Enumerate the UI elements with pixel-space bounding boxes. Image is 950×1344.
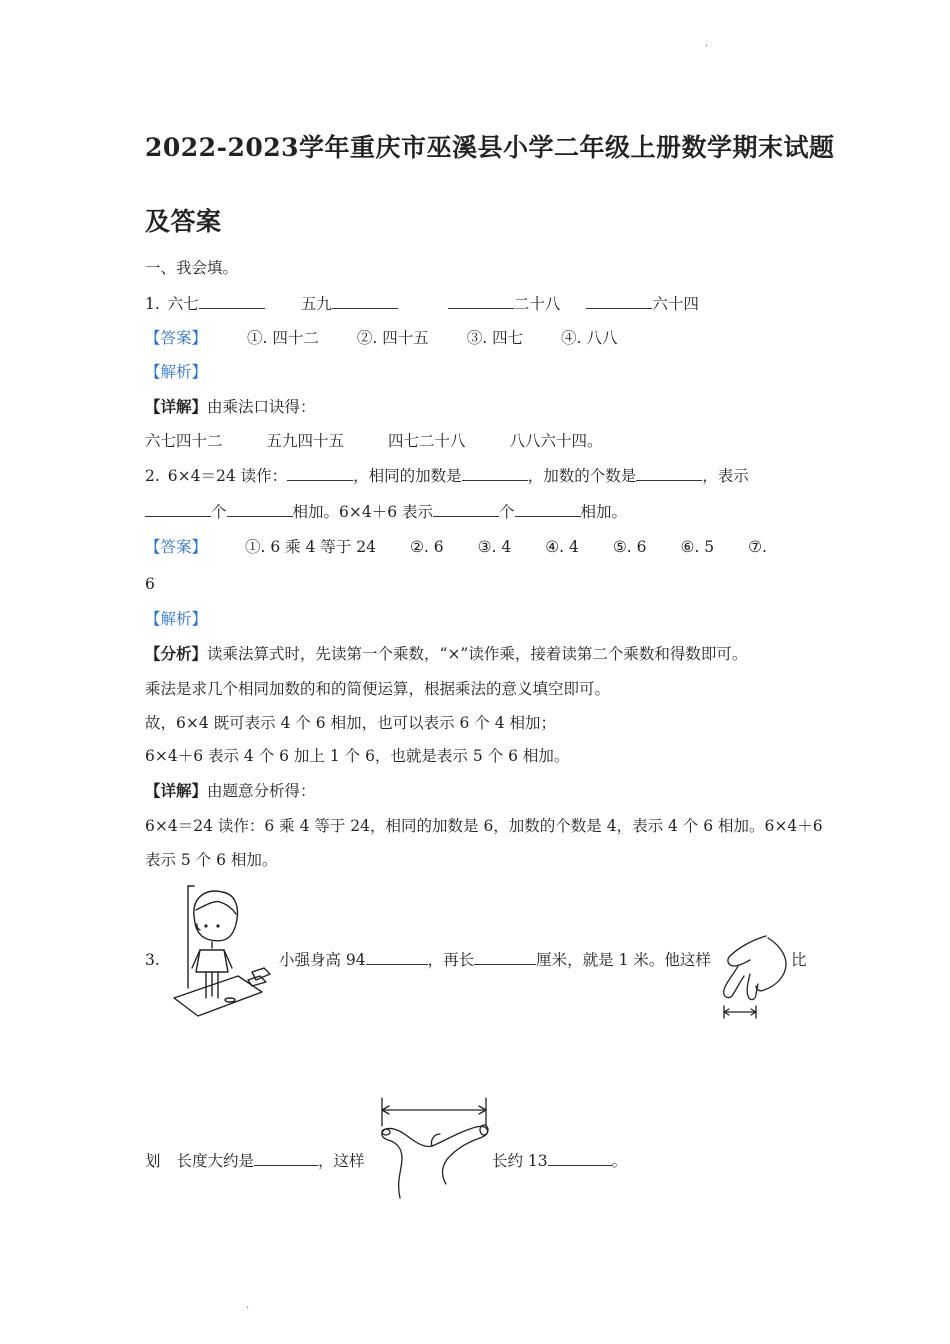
q1-answer-2: ②. 四十五 [356,329,429,347]
q1-item-3: 二十八 [513,295,561,313]
q3-text-b: ，再长 [427,951,475,969]
q1-blank-2[interactable] [332,294,398,309]
q1-line [145,294,699,314]
q3-text-g: ，这样 [318,1152,365,1170]
detail-tag: 【详解】 [145,397,208,416]
q2-answer-3: ③. 4 [477,538,512,556]
q2-answer-5: ⑤. 6 [612,538,647,556]
q1-blank-1[interactable] [199,294,265,309]
detail-tag: 【详解】 [145,781,208,800]
q1-blank-4[interactable] [586,294,652,309]
q2-line-2 [145,502,627,522]
q2-number: 2. [145,467,160,485]
q2-blank-5[interactable] [227,502,293,517]
q3-text-c: 厘米，就是 1 米。他这样 [536,951,711,969]
q2-line-1 [145,466,749,486]
q3-line-1 [279,950,711,970]
q2-blank-3[interactable] [636,466,702,481]
boy-height-illustration [168,880,280,1020]
q2-explain-line-2: 乘法是求几个相同加数的和的简便运算，根据乘法的意义填空即可。 [145,680,611,698]
q2-blank-2[interactable] [462,466,528,481]
q2-detail-text: 由题意分析得： [207,782,316,800]
q1-blank-3[interactable] [448,294,514,309]
q2-answer-line [145,537,767,557]
q2-answer-last: 6 [145,575,155,593]
q1-item-2: 五九 [300,295,332,313]
q2-explain-line-3: 故，6×4 既可表示 4 个 6 相加，也可以表示 6 个 4 相加； [145,714,557,732]
page-title-line2: 及答案 [145,207,222,236]
q2-text-b: ，相同的加数是 [353,467,462,485]
q1-answer-1: ①. 四十二 [247,329,319,347]
q2-answer-6: ⑥. 5 [680,538,715,556]
q3-text-i: 。 [611,1152,628,1170]
q1-result-3: 四七二十八 [388,432,466,450]
q2-answer-2: ②. 6 [410,538,444,556]
q1-result-2: 五九四十五 [266,432,345,450]
hand-span-illustration [376,1094,494,1204]
q3-blank-2[interactable] [474,950,536,965]
finger-span-illustration [716,930,794,1024]
q2-text-a: 6×4＝24 读作： [167,467,288,485]
q2-fenxi-text: 读乘法算式时，先读第一个乘数，“×”读作乘，接着读第二个乘数和得数即可。 [207,645,748,663]
q1-answer-line [145,328,617,348]
q2-answer-7: ⑦. [748,538,767,556]
q3-line-2-start [145,1151,365,1171]
q2-blank-1[interactable] [287,466,353,481]
q2-text-e: 个 [211,503,227,521]
page-dot-top: . [705,38,709,49]
q2-text-h: 相加。 [580,503,628,521]
q3-line-2-end [492,1151,627,1171]
q3-text-h: 长约 13 [492,1152,548,1170]
q1-item-1: 六七 [167,295,199,313]
q2-explain-line-5: 6×4＝24 读作：6 乘 4 等于 24，相同的加数是 6，加数的个数是 4，表示 4 个 6 相加。6×4＋6 [145,817,823,835]
fenxi-tag: 【分析】 [145,644,208,663]
q3-text-a: 小强身高 94 [279,951,366,969]
q2-explain-line-4: 6×4＋6 表示 4 个 6 加上 1 个 6，也就是表示 5 个 6 相加。 [145,747,570,765]
q3-blank-1[interactable] [366,950,428,965]
q2-fenxi-line [145,644,747,664]
q2-blank-6[interactable] [433,502,499,517]
q2-text-f: 相加。6×4＋6 表示 [292,503,434,521]
q1-detail-line [145,397,316,417]
section-heading: 一、我会填。 [145,259,239,277]
q3-text-e: 划 [145,1152,161,1170]
page-title-line1: 2022-2023学年重庆市巫溪县小学二年级上册数学期末试题 [145,133,835,162]
q2-text-c: ，加数的个数是 [527,467,637,485]
q1-answer-4: ④. 八八 [561,329,618,347]
q1-analysis-tag: 【解析】 [145,363,208,381]
q2-analysis-tag: 【解析】 [145,610,208,628]
q2-text-g: 个 [499,503,515,521]
q1-results-line [145,431,603,451]
q1-result-1: 六七四十二 [145,432,223,450]
q1-answer-3: ③. 四七 [466,329,524,347]
q2-detail-line [145,781,316,801]
q3-blank-4[interactable] [548,1151,612,1166]
q2-blank-4[interactable] [145,502,211,517]
q1-item-4: 六十四 [652,295,699,313]
q2-explain-line-6: 表示 5 个 6 相加。 [145,851,278,869]
q3-blank-3[interactable] [254,1151,318,1166]
q2-answer-1: ①. 6 乘 4 等于 24 [245,538,377,556]
q1-number: 1. [145,295,160,313]
q3-text-f: 长度大约是 [176,1152,255,1170]
answer-tag: 【答案】 [145,329,208,347]
page-dot-bottom: . [246,1300,250,1311]
q3-text-d: 比 [791,951,807,969]
q2-blank-7[interactable] [515,502,581,517]
q1-result-4: 八八六十四。 [509,432,603,450]
q2-text-d: ，表示 [702,467,749,485]
answer-tag: 【答案】 [145,538,208,556]
q3-number: 3. [145,951,160,969]
q2-answer-4: ④. 4 [545,538,579,556]
q1-detail-text: 由乘法口诀得： [207,398,316,416]
